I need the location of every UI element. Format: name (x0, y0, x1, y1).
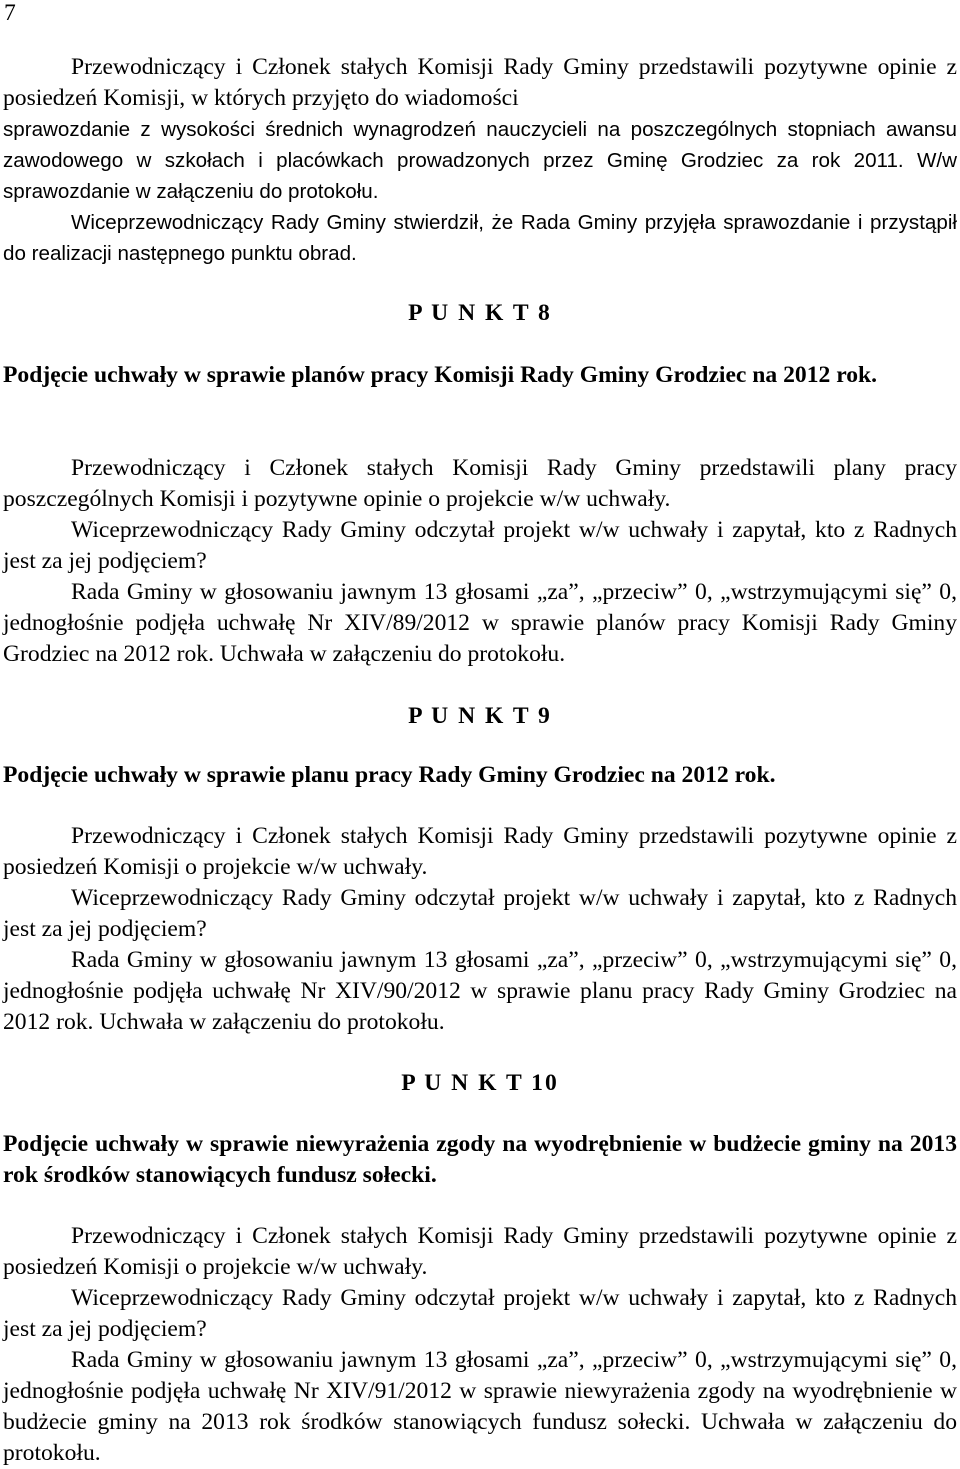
punkt-9-heading: P U N K T 9 (408, 703, 552, 729)
punkt-8-title: Podjęcie uchwały w sprawie planów pracy Komisji Rady Gminy Grodziec na 2012 rok. (3, 362, 878, 388)
punkt-9-paragraph-3: Rada Gminy w głosowaniu jawnym 13 głosami „za”, „przeciw” 0, „wstrzymującymi się” 0, jednogłośnie podjęła uchwałę Nr XIV/90/2012 w sprawie planu pracy Rady Gminy Grodziec na 2012 rok. Uchwała w załączeniu do protokołu. (3, 947, 957, 1035)
punkt-10-paragraph-2: Wiceprzewodniczący Rady Gminy odczytał projekt w/w uchwały i zapytał, kto z Radnych jest za jej podjęciem? (3, 1285, 957, 1342)
intro-paragraph-2: Wiceprzewodniczący Rady Gminy stwierdził, że Rada Gminy przyjęła sprawozdanie i przystąpił do realizacji następnego punktu obrad. (3, 211, 957, 265)
punkt-8-paragraph-2: Wiceprzewodniczący Rady Gminy odczytał projekt w/w uchwały i zapytał, kto z Radnych jest za jej podjęciem? (3, 517, 957, 574)
punkt-9-paragraph-1: Przewodniczący i Członek stałych Komisji Rady Gminy przedstawili pozytywne opinie z posiedzeń Komisji o projekcie w/w uchwały. (3, 823, 957, 880)
page-number: 7 (4, 0, 16, 26)
punkt-10-paragraph-1: Przewodniczący i Członek stałych Komisji Rady Gminy przedstawili pozytywne opinie z posiedzeń Komisji o projekcie w/w uchwały. (3, 1223, 957, 1280)
punkt-8-heading: P U N K T 8 (408, 300, 552, 326)
punkt-8-paragraph-1: Przewodniczący i Członek stałych Komisji Rady Gminy przedstawili plany pracy poszczególnych Komisji i pozytywne opinie o projekcie w/w uchwały. (3, 455, 957, 512)
punkt-10-title: Podjęcie uchwały w sprawie niewyrażenia zgody na wyodrębnienie w budżecie gminy na 2013 rok środków stanowiących fundusz sołecki. (3, 1131, 957, 1188)
punkt-10-heading: P U N K T 10 (401, 1070, 559, 1096)
punkt-8-paragraph-3: Rada Gminy w głosowaniu jawnym 13 głosami „za”, „przeciw” 0, „wstrzymującymi się” 0, jednogłośnie podjęła uchwałę Nr XIV/89/2012 w sprawie planów pracy Komisji Rady Gminy Grodziec na 2012 rok. Uchwała w załączeniu do protokołu. (3, 579, 957, 667)
intro-paragraph-1-sans: sprawozdanie z wysokości średnich wynagrodzeń nauczycieli na poszczególnych stopniach awansu zawodowego w szkołach i placówkach prowadzonych przez Gminę Grodziec za rok 2011. W/w sprawozdanie w załączeniu do protokołu. (3, 118, 957, 203)
punkt-9-title: Podjęcie uchwały w sprawie planu pracy Rady Gminy Grodziec na 2012 rok. (3, 762, 776, 788)
punkt-9-paragraph-2: Wiceprzewodniczący Rady Gminy odczytał projekt w/w uchwały i zapytał, kto z Radnych jest za jej podjęciem? (3, 885, 957, 942)
punkt-10-paragraph-3: Rada Gminy w głosowaniu jawnym 13 głosami „za”, „przeciw” 0, „wstrzymującymi się” 0, jednogłośnie podjęła uchwałę Nr XIV/91/2012 w sprawie niewyrażenia zgody na wyodrębnienie w budżecie gminy na 2013 rok środków stanowiących fundusz sołecki. Uchwała w załączeniu do protokołu. (3, 1347, 957, 1466)
intro-paragraph-1: Przewodniczący i Członek stałych Komisji Rady Gminy przedstawili pozytywne opinie z posiedzeń Komisji, w których przyjęto do wiadomości (3, 54, 957, 111)
